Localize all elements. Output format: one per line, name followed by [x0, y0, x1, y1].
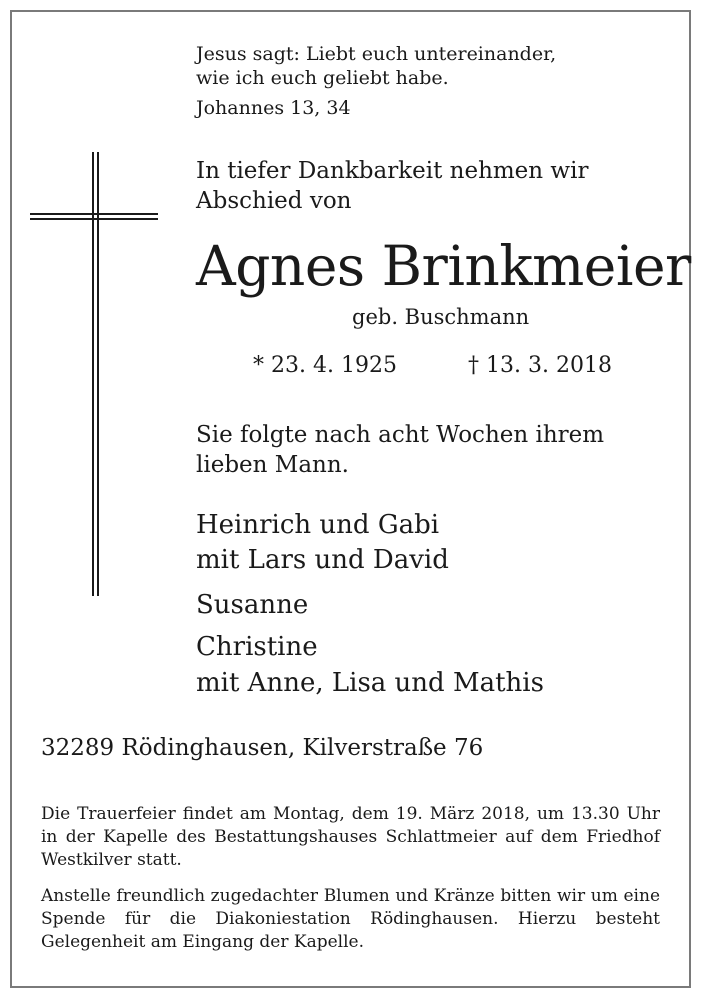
intro-text [196, 156, 588, 216]
maiden-name: geb. Buschmann [352, 305, 530, 329]
note-text [196, 420, 604, 480]
family-line-5: mit Anne, Lisa und Mathis [196, 668, 544, 698]
donation-info: Anstelle freundlich zugedachter Blumen und Kränze bitten wir um eine Spende für die Diakoniestation Rödinghausen. Hierzu besteht Gelegenheit am Eingang der Kapelle. [41, 886, 660, 952]
verse-reference: Johannes 13, 34 [196, 97, 351, 119]
birth-date: * 23. 4. 1925 [253, 353, 397, 378]
intro-line-2: Abschied von [196, 188, 352, 214]
verse-line-2: wie ich euch geliebt habe. [196, 67, 449, 89]
cross-icon [30, 152, 158, 596]
note-line-1: Sie folgte nach acht Wochen ihrem [196, 422, 605, 448]
intro-line-1: In tiefer Dankbarkeit nehmen wir [196, 158, 589, 184]
family-line-1: Heinrich und Gabi [196, 510, 440, 540]
address: 32289 Rödinghausen, Kilverstraße 76 [41, 735, 484, 761]
family-line-4: Christine [196, 632, 318, 662]
note-line-2: lieben Mann. [196, 452, 349, 478]
family-line-3: Susanne [196, 590, 309, 620]
funeral-info: Die Trauerfeier findet am Montag, dem 19. März 2018, um 13.30 Uhr in der Kapelle des Bestattungshauses Schlattmeier auf dem Friedhof Westkilver statt. [41, 804, 660, 870]
family-line-2: mit Lars und David [196, 545, 449, 575]
verse-line-1: Jesus sagt: Liebt euch untereinander, [196, 43, 557, 65]
death-date: † 13. 3. 2018 [468, 353, 612, 378]
deceased-name: Agnes Brinkmeier [196, 234, 691, 298]
bible-verse [196, 42, 556, 90]
